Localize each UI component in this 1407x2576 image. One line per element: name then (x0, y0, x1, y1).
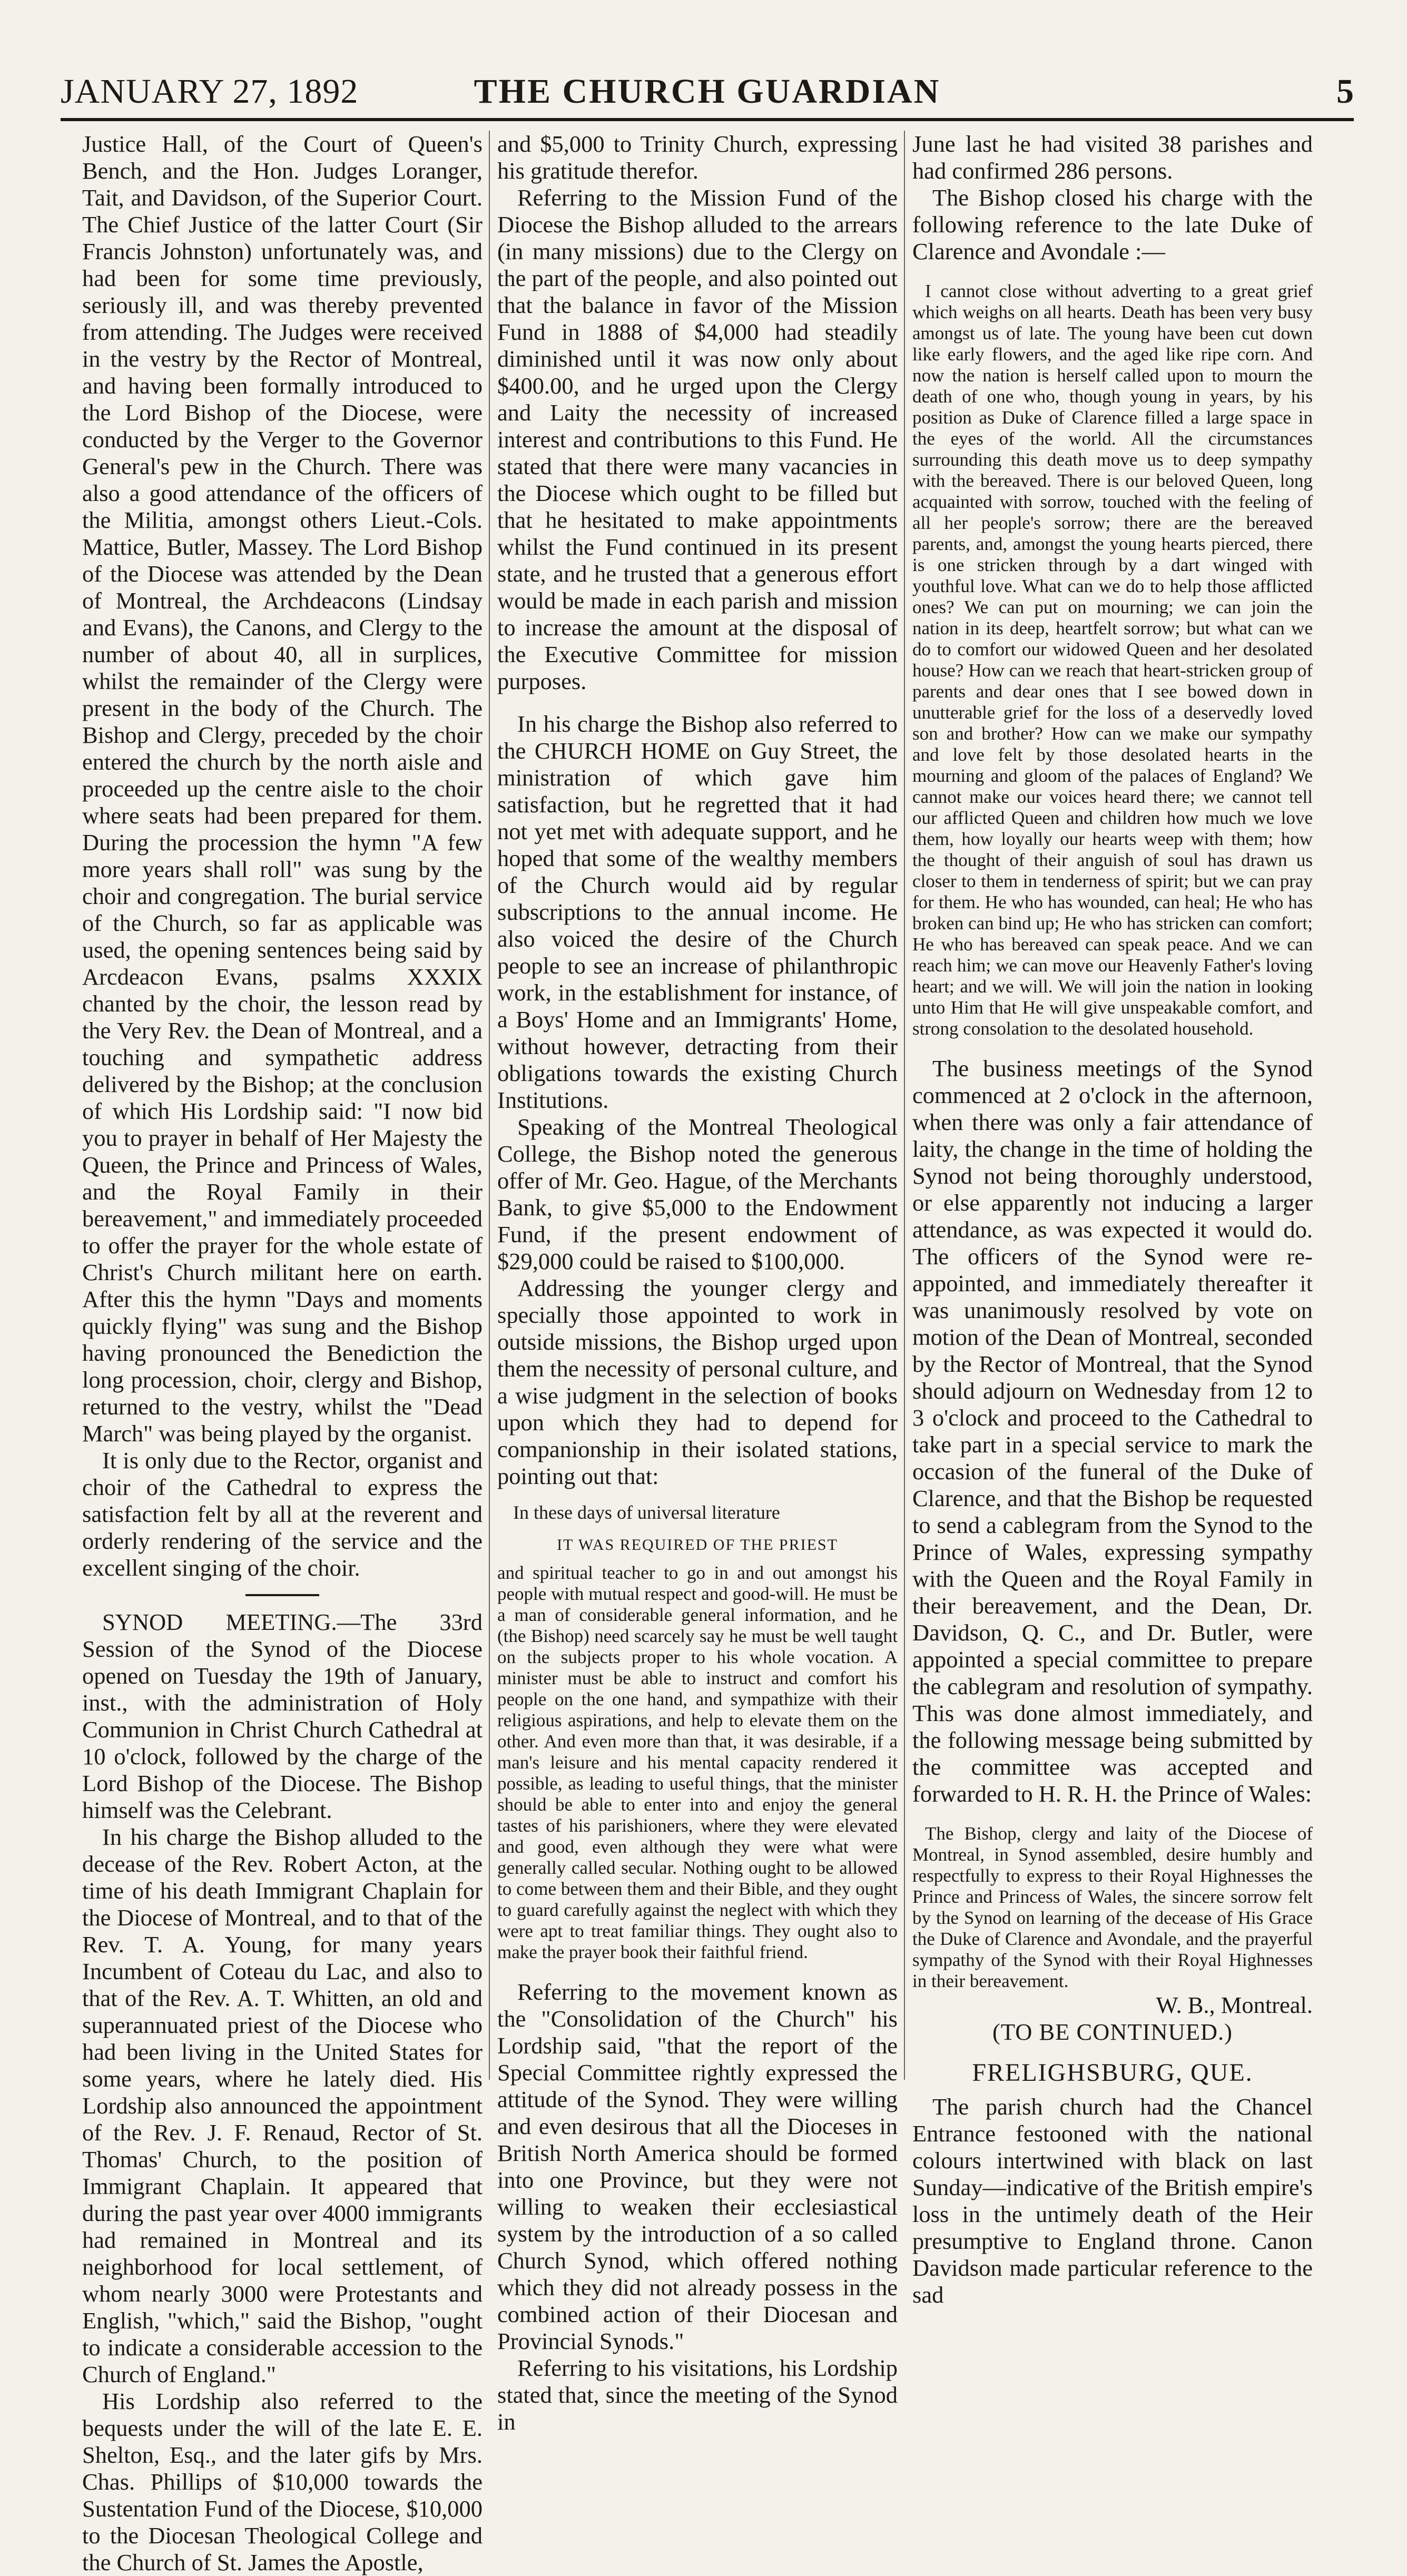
column-3 (912, 131, 1313, 2308)
quote-subhead: IT WAS REQUIRED OF THE PRIEST (557, 1536, 838, 1554)
article-paragraph: It is only due to the Rector, organist and choir of the Cathedral to express the satisfaction felt by all at the reverent and orderly rendering of the service and the excellent singing of the choir. (82, 1447, 483, 1581)
column-divider (489, 131, 490, 2080)
article-paragraph: The parish church had the Chancel Entrance festooned with the national colours intertwined with black on last Sunday—indicative of the British empire's loss in the untimely death of the Heir presumptive to England throne. Canon Davidson made particular reference to the sad (912, 2093, 1313, 2308)
article-paragraph: Referring to the Mission Fund of the Diocese the Bishop alluded to the arrears (in many missions) due to the Clergy on the part of the people, and also pointed out that the balance in favor of the Mission Fund in 1888 of $4,000 had steadily diminished until it was now only about $400.00, and he urged upon the Clergy and Laity the necessity of increased interest and contributions to this Fund. He stated that there were many vacancies in the Diocese which ought to be filled but that he hesitated to make appointments whilst the Fund continued in its present state, and he trusted that a generous effort would be made in each parish and mission to increase the amount at the disposal of the Executive Committee for mission purposes. (497, 184, 898, 694)
article-paragraph: Referring to the movement known as the "Consolidation of the Church" his Lordship said, "that the report of the Special Committee rightly expressed the attitude of the Synod. They were willing and even desirous that all the Dioceses in British North America should be formed into one Province, but they were not willing to weaken their ecclesiastical system by the introduction of a so called Church Synod, which offered nothing which they did not already possess in the combined action of their Diocesan and Provincial Synods." (497, 1979, 898, 2354)
cablegram-message (912, 1823, 1313, 1992)
article-paragraph: In his charge the Bishop also referred to the CHURCH HOME on Guy Street, the ministration of which gave him satisfaction, but he regretted that it had not yet met with adequate support, and he hoped that some of the wealthy members of the Church would aid by regular subscriptions to the annual income. He also voiced the desire of the Church people to see an increase of philanthropic work, in the establishment for instance, of a Boys' Home and an Immigrants' Home, without however, detracting from their obligations towards the existing Church Institutions. (497, 711, 898, 1113)
section-heading: FRELIGHSBURG, QUE. (972, 2059, 1253, 2087)
article-paragraph: Speaking of the Montreal Theological College, the Bishop noted the generous offer of Mr. Geo. Hague, of the Merchants Bank, to give $5,000 to the Endowment Fund, if the present endowment of $29,000 could be raised to $100,000. (497, 1114, 898, 1274)
quote-body: and spiritual teacher to go in and out amongst his people with mutual respect and good-will. He must be a man of considerable general information, and he (the Bishop) need scarcely say he must be well taught on the subjects proper to his whole vocation. A minister must be able to instruct and comfort his people on the one hand, and sympathize with their religious aspirations, and help to elevate them on the other. And even more than that, it was desirable, if a man's leisure and his mental capacity rendered it possible, as leading to useful things, that the minister should be able to enter into and enjoy the general tastes of his parishioners, where they were elevated and good, even although they were what were generally called secular. Nothing ought to be allowed to come between them and their Bible, and they ought to guard carefully against the neglect with which they were apt to treat familiar things. They ought also to make the prayer book their faithful friend. (497, 1562, 898, 1962)
column-1 (82, 131, 483, 2575)
column-divider (904, 131, 905, 2080)
article-paragraph: Referring to his visitations, his Lordship stated that, since the meeting of the Synod in (497, 2355, 898, 2435)
synod-meeting-paragraph: SYNOD MEETING.—The 33rd Session of the Synod of the Diocese opened on Tuesday the 19th of January, inst., with the administration of Holy Communion in Christ Church Cathedral at 10 o'clock, followed by the charge of the Lord Bishop of the Diocese. The Bishop himself was the Celebrant. (82, 1609, 483, 1823)
article-paragraph: In his charge the Bishop alluded to the decease of the Rev. Robert Acton, at the time of his death Immigrant Chaplain for the Diocese of Montreal, and to that of the Rev. T. A. Young, for many years Incumbent of Coteau du Lac, and also to that of the Rev. A. T. Whitten, an old and superannuated priest of the Diocese who had been living in the United States for some years, where he lately died. His Lordship also announced the appointment of the Rev. J. F. Renaud, Rector of St. Thomas' Church, to the position of Immigrant Chaplain. It appeared that during the past year over 4000 immigrants had remained in Montreal and its neighborhood for local settlement, of whom nearly 3000 were Protestants and English, "which," said the Bishop, "ought to indicate a considerable accession to the Church of England." (82, 1824, 483, 2387)
quoted-charge (497, 1562, 898, 1963)
article-paragraph: The business meetings of the Synod commenced at 2 o'clock in the afternoon, when there was only a fair attendance of laity, the change in the time of holding the Synod not being thoroughly understood, or else apparently not inducing a larger attendance, as was expected it would do. The officers of the Synod were re-appointed, and immediately thereafter it was unanimously resolved by vote on motion of the Dean of Montreal, seconded by the Rector of Montreal, that the Synod should adjourn on Wednesday from 12 to 3 o'clock and proceed to the Cathedral to take part in a special service to mark the occasion of the funeral of the Duke of Clarence, and that the Bishop be requested to send a cablegram from the Synod to the Prince of Wales, expressing sympathy with the Queen and the Royal Family in their bereavement, and the Dean, Dr. Davidson, Q. C., and Dr. Butler, were appointed a special committee to prepare the cablegram and resolution of sympathy. This was done almost immediately, and the following message being submitted by the committee was accepted and forwarded to H. R. H. the Prince of Wales: (912, 1055, 1313, 1807)
page-number: 5 (1336, 72, 1354, 111)
article-paragraph: His Lordship also referred to the bequests under the will of the late E. E. Shelton, Esq., and the later gifs by Mrs. Chas. Phillips of $10,000 towards the Sustentation Fund of the Diocese, $10,000 to the Diocesan Theological College and the Church of St. James the Apostle, (82, 2388, 483, 2575)
quoted-address (912, 281, 1313, 1039)
column-2 (497, 131, 898, 2435)
masthead (61, 67, 1354, 118)
continued-notice: (TO BE CONTINUED.) (992, 2019, 1233, 2045)
article-paragraph: and $5,000 to Trinity Church, expressing his gratitude therefor. (497, 131, 898, 184)
article-paragraph: Justice Hall, of the Court of Queen's Bench, and the Hon. Judges Loranger, Tait, and Davidson, of the Superior Court. The Chief Justice of the latter Court (Sir Francis Johnston) unfortunately was, and had been for some time previously, seriously ill, and was thereby prevented from attending. The Judges were received in the vestry by the Rector of Montreal, and having been formally introduced to the Lord Bishop of the Diocese, were conducted by the Verger to the Governor General's pew in the Church. There was also a good attendance of the officers of the Militia, amongst others Lieut.-Cols. Mattice, Butler, Massey. The Lord Bishop of the Diocese was attended by the Dean of Montreal, the Archdeacons (Lindsay and Evans), the Canons, and Clergy to the number of about 40, all in surplices, whilst the remainder of the Clergy were present in the body of the Church. The Bishop and Clergy, preceded by the choir entered the church by the north aisle and proceeded up the centre aisle to the choir where seats had been prepared for them. During the procession the hymn "A few more years shall roll" was sung by the choir and congregation. The burial service of the Church, so far as applicable was used, the opening sentences being said by Arcdeacon Evans, psalms XXXIX chanted by the choir, the lesson read by the Very Rev. the Dean of Montreal, and a touching and sympathetic address delivered by the Bishop; at the conclusion of which His Lordship said: "I now bid you to prayer in behalf of Her Majesty the Queen, the Prince and Princess of Wales, and the Royal Family in their bereavement," and immediately proceeded to offer the prayer for the whole estate of Christ's Church militant here on earth. After this the hymn "Days and moments quickly flying" was sung and the Bishop having pronounced the Benediction the long procession, choir, clergy and Bishop, returned to the vestry, whilst the "Dead March" was being played by the organist. (82, 131, 483, 1447)
article-paragraph: June last he had visited 38 parishes and had confirmed 286 persons. (912, 131, 1313, 184)
section-separator (245, 1594, 319, 1596)
article-paragraph: The Bishop closed his charge with the following reference to the late Duke of Clarence and Avondale :— (912, 184, 1313, 264)
article-paragraph: Addressing the younger clergy and specially those appointed to work in outside missions, the Bishop urged upon them the necessity of personal culture, and a wise judgment in the selection of books upon which they had to depend for companionship in their isolated stations, pointing out that: (497, 1275, 898, 1489)
quote-intro: In these days of universal literature (513, 1502, 780, 1523)
quote-body: I cannot close without adverting to a great grief which weighs on all hearts. Death has been very busy amongst us of late. The young have been cut down like early flowers, and the aged like ripe corn. And now the nation is herself called upon to mourn the death of one who, though young in years, by his position as Duke of Clarence filled a large space in the eyes of the world. All the circumstances surrounding this death move us to deep sympathy with the bereaved. There is our beloved Queen, long acquainted with sorrow, touched with the feeling of all her people's sorrow; there are the bereaved parents, and, amongst the young hearts pierced, there is one stricken through by a dart winged with youthful love. What can we do to help those afflicted ones? We can put on mourning; we can join the nation in its deep, heartfelt sorrow; but what can we do to comfort our widowed Queen and her desolated house? How can we reach that heart-stricken group of parents and dear ones that I see bowed down in unutterable grief for the loss of a deservedly loved son and brother? How can we make our sympathy and love felt by those desolated hearts in the mourning and gloom of the palaces of England? We cannot make our voices heard there; we cannot tell our afflicted Queen and children how much we love them, how loyally our hearts weep with them; how the thought of their anguish of soul has drawn us closer to them in tenderness of spirit; but we can pray for them. He who has wounded, can heal; He who has broken can bind up; He who has stricken can comfort; He who has bereaved can speak peace. And we can reach him; we can move our Heavenly Father's loving heart; and we will. We will join the nation in looking unto Him that He will give unspeakable comfort, and strong consolation to the desolated household. (912, 281, 1313, 1039)
issue-date: JANUARY 27, 1892 (61, 72, 359, 111)
masthead-rule (61, 118, 1354, 121)
quote-body: The Bishop, clergy and laity of the Diocese of Montreal, in Synod assembled, desire humbly and respectfully to express to their Royal Highnesses the Prince and Princess of Wales, the sincere sorrow felt by the Synod on learning of the decease of His Grace the Duke of Clarence and Avondale, and the prayerful sympathy of the Synod with their Royal Highnesses in their bereavement. (912, 1823, 1313, 1991)
newspaper-title: THE CHURCH GUARDIAN (474, 72, 941, 111)
signature: W. B., Montreal. (1156, 1992, 1313, 2018)
